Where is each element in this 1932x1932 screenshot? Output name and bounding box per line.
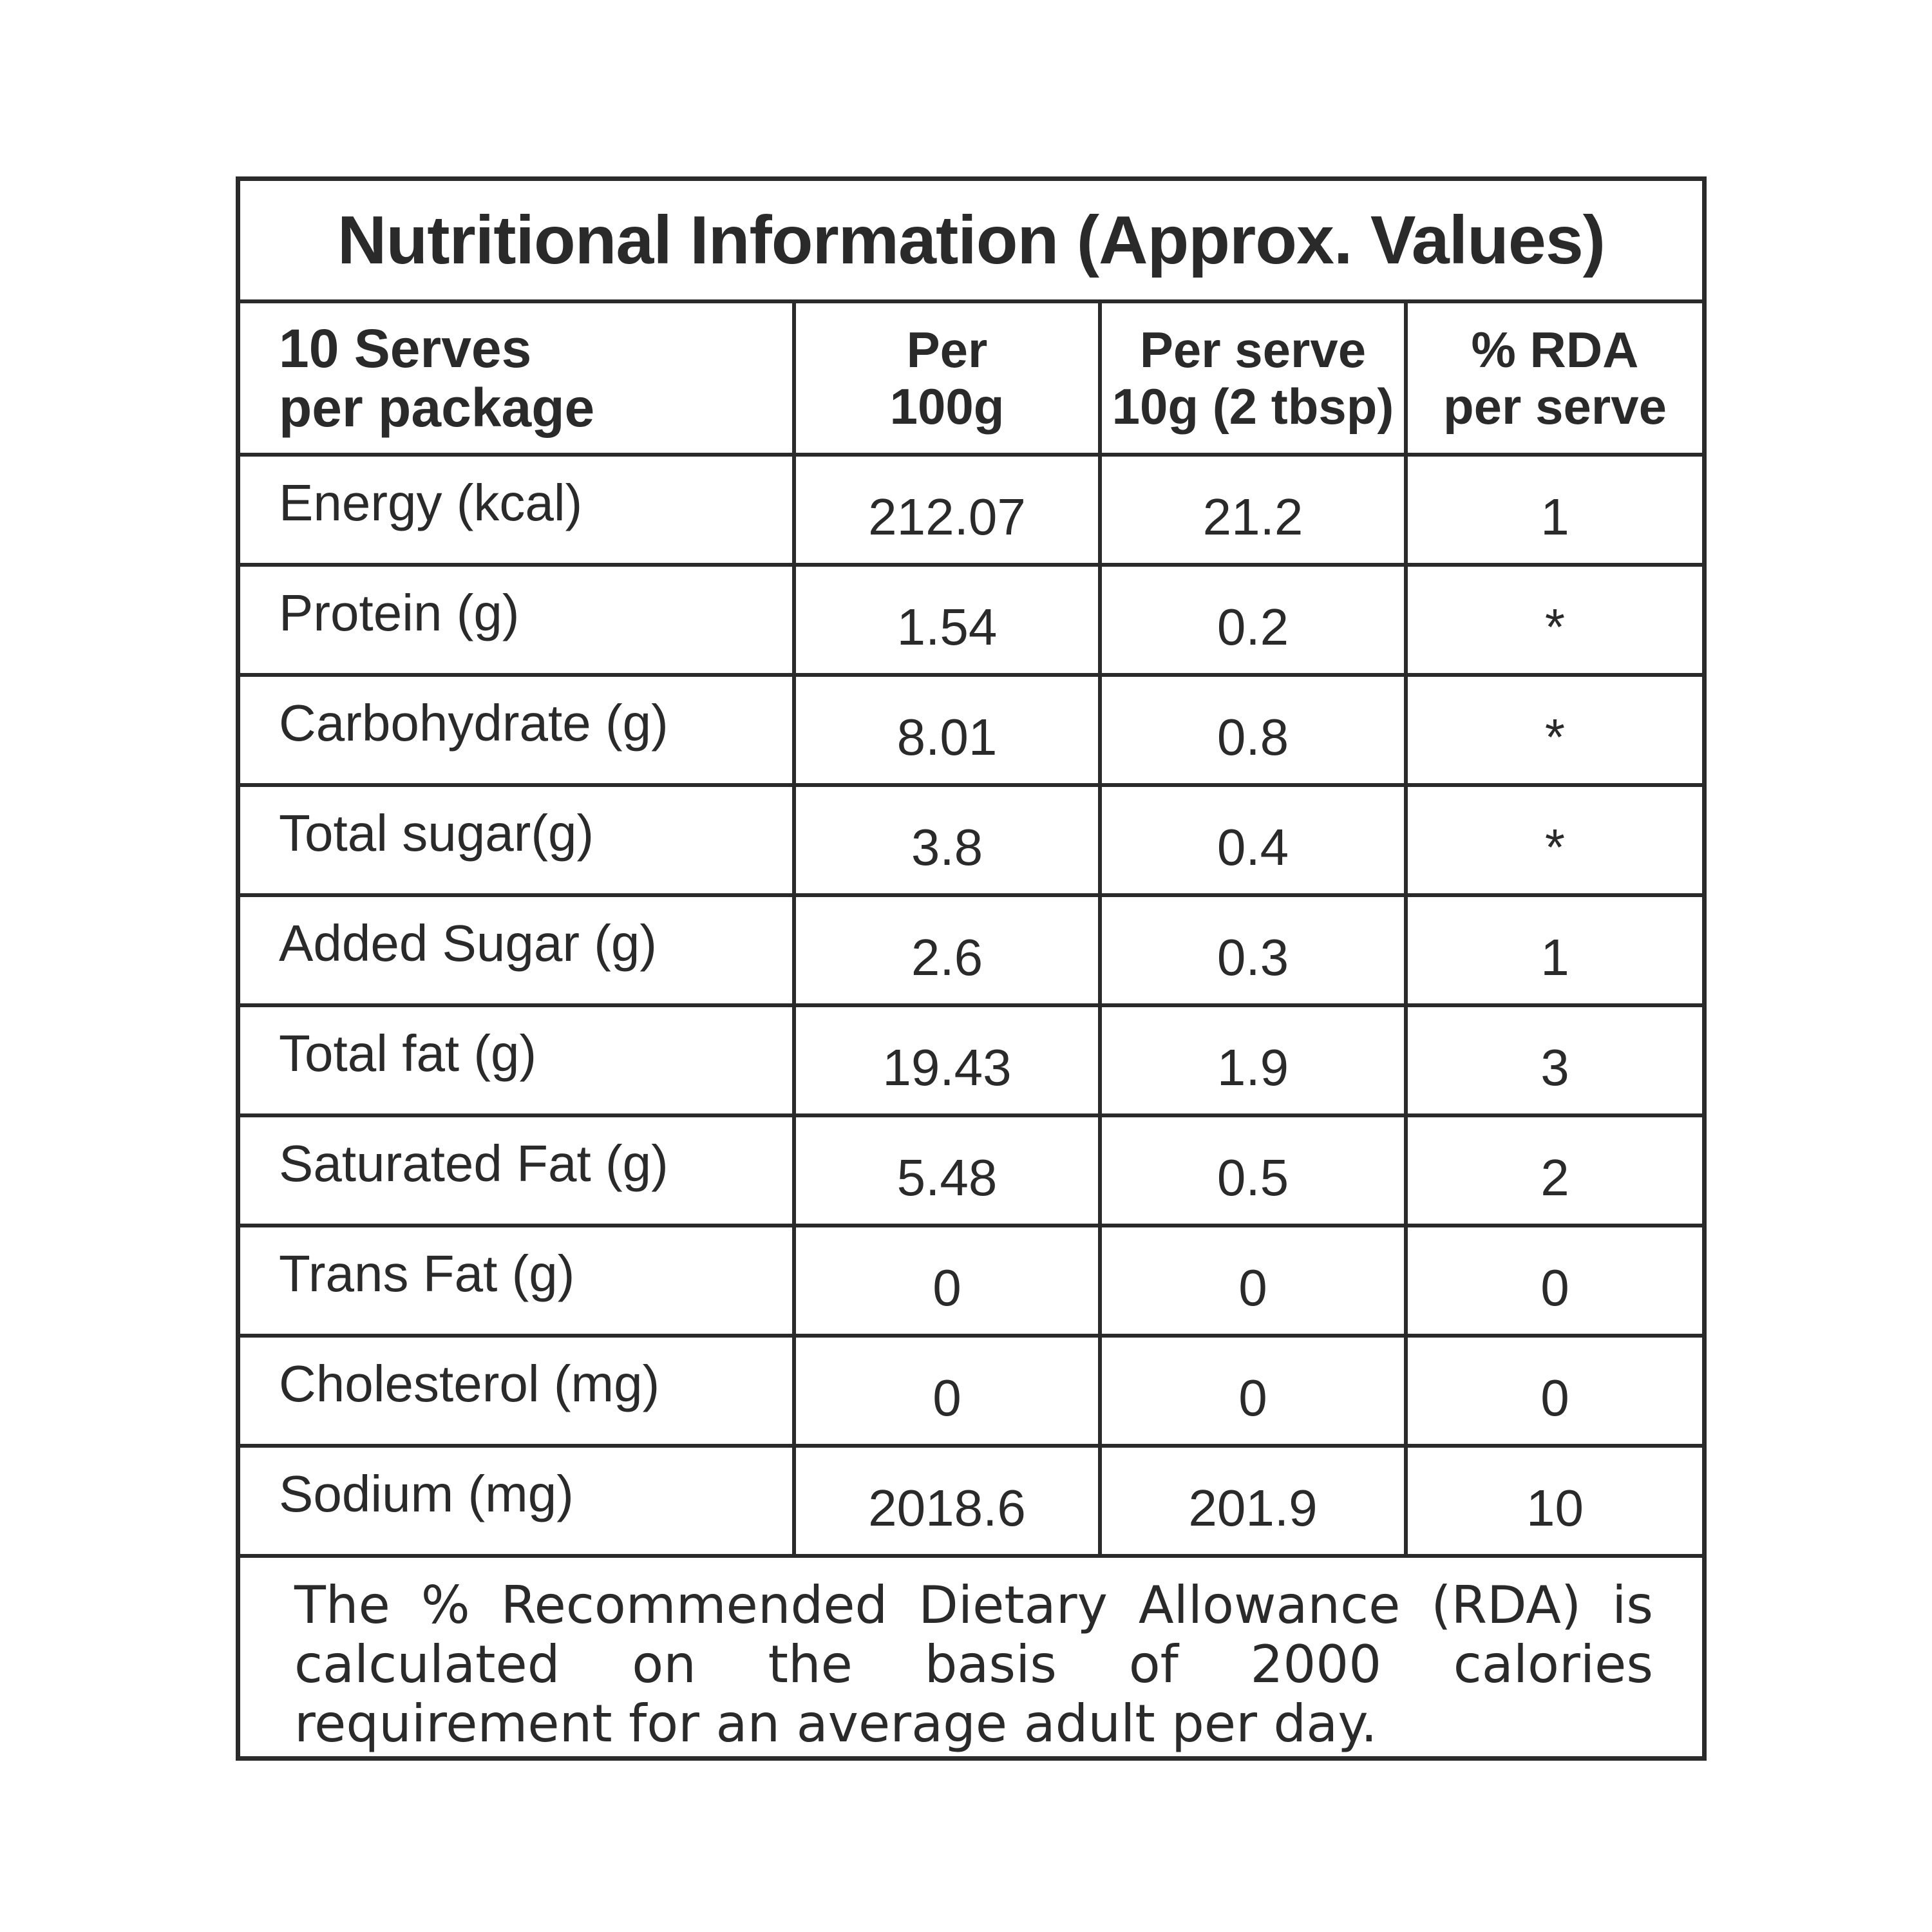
nutrient-label: Total fat (g) — [240, 1005, 794, 1115]
header-per-100g: Per 100g — [794, 303, 1100, 455]
nutrition-label — [236, 176, 1707, 1761]
nutrient-label: Trans Fat (g) — [240, 1226, 794, 1336]
rda-value: 10 — [1406, 1446, 1702, 1556]
rda-value: 2 — [1406, 1115, 1702, 1226]
rda-value: 0 — [1406, 1336, 1702, 1446]
rda-value: 1 — [1406, 455, 1702, 565]
table-row — [240, 1446, 1702, 1556]
table-row — [240, 565, 1702, 675]
nutrient-label: Added Sugar (g) — [240, 895, 794, 1005]
table-row — [240, 785, 1702, 895]
per-100g-value: 3.8 — [794, 785, 1100, 895]
nutrient-label: Total sugar(g) — [240, 785, 794, 895]
nutrient-label: Sodium (mg) — [240, 1446, 794, 1556]
per-serve-value: 0 — [1100, 1226, 1406, 1336]
nutrient-label: Protein (g) — [240, 565, 794, 675]
per-serve-value: 0.5 — [1100, 1115, 1406, 1226]
nutrient-label: Cholesterol (mg) — [240, 1336, 794, 1446]
table-row — [240, 895, 1702, 1005]
table-row — [240, 1336, 1702, 1446]
header-rda: % RDA per serve — [1406, 303, 1702, 455]
rda-value: * — [1406, 565, 1702, 675]
table-row — [240, 455, 1702, 565]
header-serves: 10 Serves per package — [240, 303, 794, 455]
per-100g-value: 8.01 — [794, 675, 1100, 785]
per-100g-value: 2.6 — [794, 895, 1100, 1005]
per-100g-value: 2018.6 — [794, 1446, 1100, 1556]
per-100g-value: 5.48 — [794, 1115, 1100, 1226]
per-100g-value: 212.07 — [794, 455, 1100, 565]
per-serve-value: 201.9 — [1100, 1446, 1406, 1556]
per-serve-value: 0.2 — [1100, 565, 1406, 675]
rda-value: * — [1406, 785, 1702, 895]
table-row — [240, 1226, 1702, 1336]
per-serve-value: 21.2 — [1100, 455, 1406, 565]
per-100g-value: 0 — [794, 1336, 1100, 1446]
header-per-serve: Per serve 10g (2 tbsp) — [1100, 303, 1406, 455]
table-row — [240, 1115, 1702, 1226]
rda-footnote: The % Recommended Dietary Allowance (RDA) is calculated on the basis of 2000 calories requirement for an average adult per day. — [294, 1575, 1653, 1754]
nutrient-label: Saturated Fat (g) — [240, 1115, 794, 1226]
table-title: Nutritional Information (Approx. Values) — [240, 181, 1702, 303]
table-row — [240, 1005, 1702, 1115]
per-serve-value: 1.9 — [1100, 1005, 1406, 1115]
rda-value: 0 — [1406, 1226, 1702, 1336]
per-100g-value: 0 — [794, 1226, 1100, 1336]
per-100g-value: 1.54 — [794, 565, 1100, 675]
rda-value: 1 — [1406, 895, 1702, 1005]
table-row — [240, 675, 1702, 785]
nutrient-label: Energy (kcal) — [240, 455, 794, 565]
per-serve-value: 0.4 — [1100, 785, 1406, 895]
nutrient-label: Carbohydrate (g) — [240, 675, 794, 785]
rda-value: * — [1406, 675, 1702, 785]
per-100g-value: 19.43 — [794, 1005, 1100, 1115]
per-serve-value: 0.8 — [1100, 675, 1406, 785]
nutrition-table — [240, 303, 1702, 1558]
per-serve-value: 0 — [1100, 1336, 1406, 1446]
per-serve-value: 0.3 — [1100, 895, 1406, 1005]
header-row — [240, 303, 1702, 455]
rda-value: 3 — [1406, 1005, 1702, 1115]
